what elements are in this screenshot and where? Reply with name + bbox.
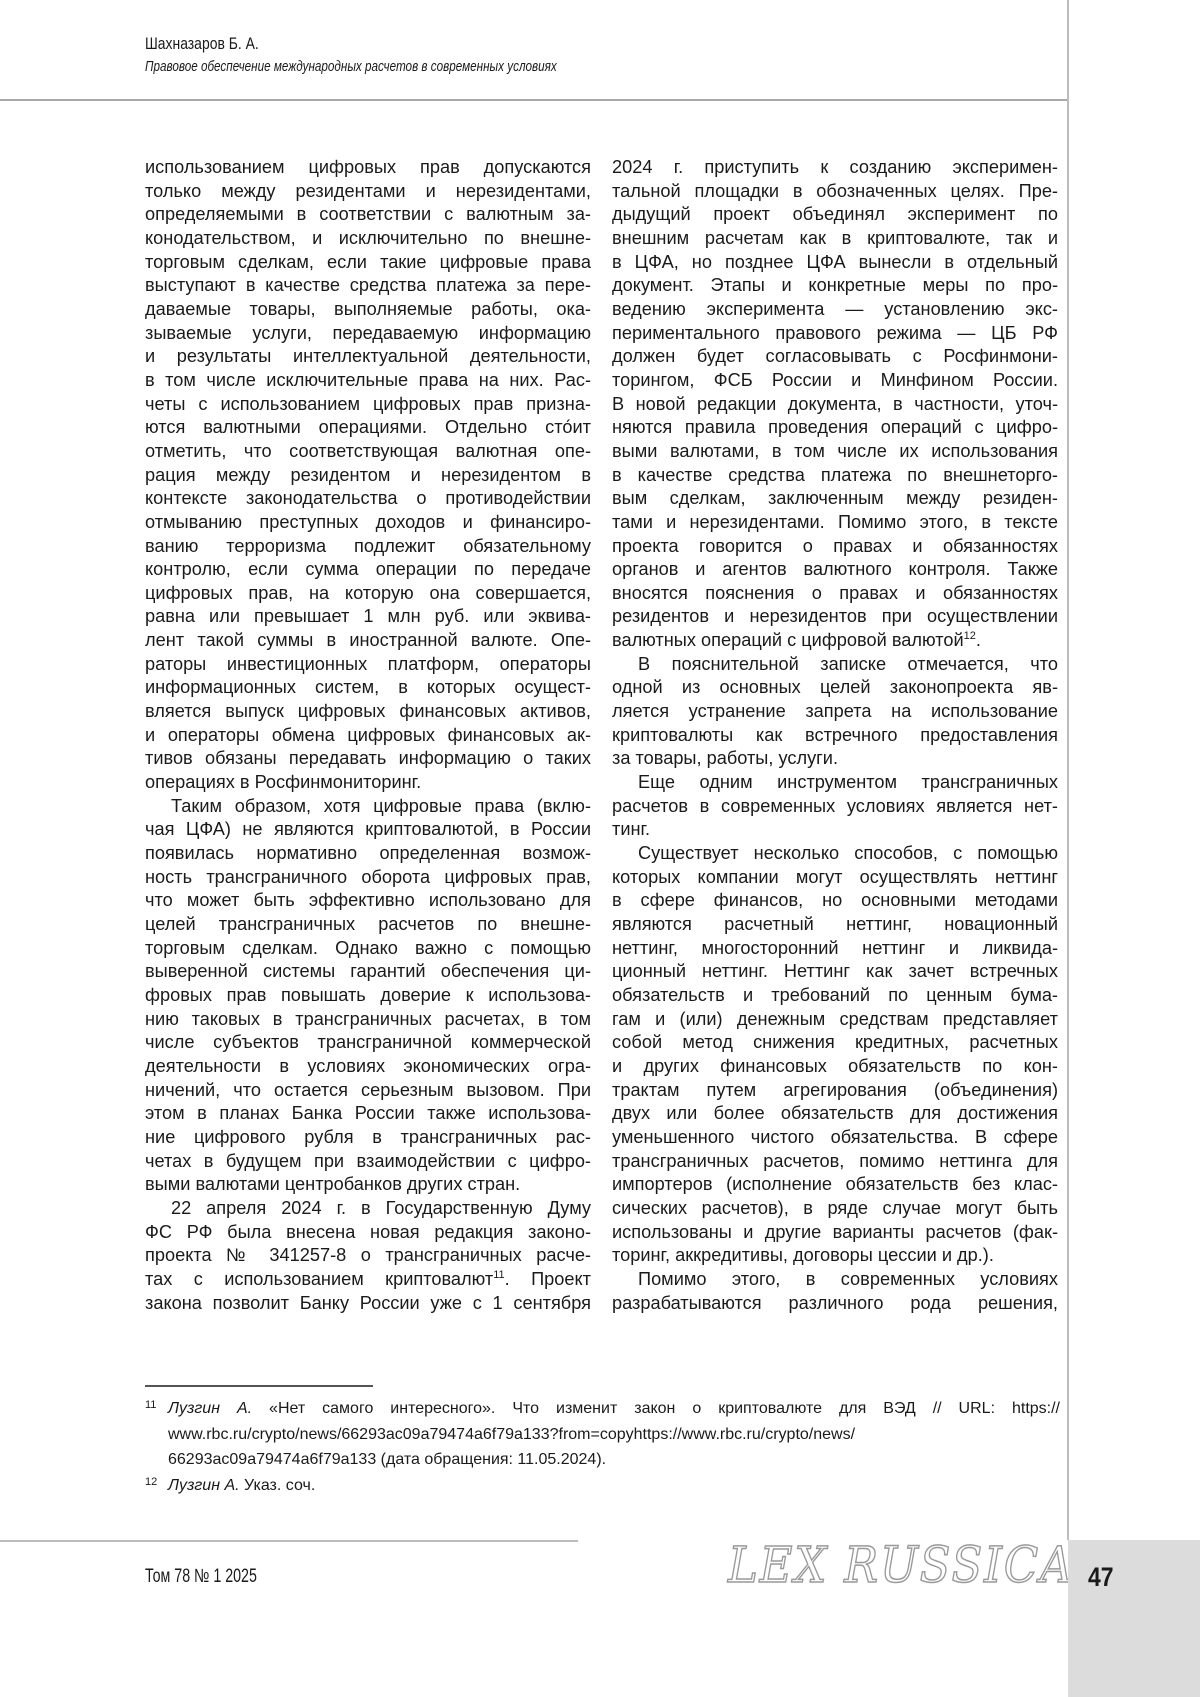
line-text: документ. Этапы и конкретные меры по про- xyxy=(612,275,1058,295)
line-text: фровых прав повышать доверие к использова- xyxy=(145,985,591,1005)
footnote-text: 66293ac09a79474a6f79a133 (дата обращения: 11.05.2024). xyxy=(168,1451,606,1468)
line-text: периментального правового режима — ЦБ РФ xyxy=(612,323,1058,343)
footnote-body xyxy=(168,1473,1060,1499)
text-column-left xyxy=(145,156,591,1315)
text-line xyxy=(145,511,591,535)
line-text: информационных систем, в которых осущест- xyxy=(145,677,591,697)
text-line xyxy=(612,937,1058,961)
line-text: двух или более обязательств для достижения xyxy=(612,1103,1058,1123)
running-head-author: Шахназаров Б. А. xyxy=(145,34,259,54)
footnote-line xyxy=(168,1396,1060,1422)
line-text: проекта № 341257-8 о трансграничных расче- xyxy=(145,1245,591,1265)
text-line xyxy=(612,842,1058,866)
text-line xyxy=(612,1292,1058,1316)
footer-divider xyxy=(0,1540,578,1542)
line-text: сических расчетов), в ряде случае могут быть xyxy=(612,1198,1058,1218)
text-line xyxy=(612,984,1058,1008)
line-text: числе субъектов трансграничной коммерческой xyxy=(145,1032,591,1052)
text-line xyxy=(145,369,591,393)
line-text: Существует несколько способов, с помощью xyxy=(638,843,1058,863)
text-line xyxy=(612,180,1058,204)
text-line xyxy=(145,818,591,842)
line-text: чая ЦФА) не являются криптовалютой, в России xyxy=(145,819,591,839)
text-line xyxy=(612,511,1058,535)
line-text: которых компании могут осуществлять неттинг xyxy=(612,867,1058,887)
line-text: за товары, работы, услуги. xyxy=(612,748,838,768)
line-text: Еще одним инструментом трансграничных xyxy=(638,772,1058,792)
footnote-author: Лузгин А. xyxy=(168,1477,240,1494)
footnote-text: Указ. соч. xyxy=(244,1477,315,1494)
text-line xyxy=(145,1197,591,1221)
text-line xyxy=(612,629,1058,653)
line-text: уменьшенного чистого обязательства. В сфере xyxy=(612,1127,1058,1147)
line-text: торговым сделкам. Однако важно с помощью xyxy=(145,938,591,958)
line-text: ность трансграничного оборота цифровых прав, xyxy=(145,867,591,887)
line-text: использованием цифровых прав допускаются xyxy=(145,157,591,177)
line-text: операциях в Росфинмониторинг. xyxy=(145,772,421,792)
line-text: няются правила проведения операций с цифро- xyxy=(612,417,1058,437)
line-text: разрабатываются различного рода решения, xyxy=(612,1293,1058,1313)
line-text: ничений, что остается серьезным вызовом. При xyxy=(145,1080,591,1100)
line-text: выступают в качестве средства платежа за пере- xyxy=(145,275,591,295)
page-number: 47 xyxy=(1088,1562,1114,1593)
line-text: ФС РФ была внесена новая редакция законо- xyxy=(145,1222,591,1242)
line-text: нию таковых в трансграничных расчетах, в том xyxy=(145,1009,591,1029)
margin-divider xyxy=(1067,0,1069,1540)
line-text: выми валютами центробанков других стран. xyxy=(145,1174,520,1194)
text-line xyxy=(612,535,1058,559)
line-text: и результаты интеллектуальной деятельности, xyxy=(145,346,591,366)
line-text: четы с использованием цифровых прав призна- xyxy=(145,394,591,414)
line-text: деятельности в условиях экономических огра- xyxy=(145,1056,591,1076)
text-line xyxy=(612,1031,1058,1055)
text-line xyxy=(145,724,591,748)
footnote-number: 11 xyxy=(145,1393,156,1419)
line-text: появилась нормативно определенная возмож- xyxy=(145,843,591,863)
text-line xyxy=(612,582,1058,606)
footnote-number: 12 xyxy=(145,1470,157,1496)
text-line xyxy=(612,1173,1058,1197)
text-line xyxy=(612,866,1058,890)
line-text: использованы и другие варианты расчетов (фак- xyxy=(612,1222,1058,1242)
text-line xyxy=(612,464,1058,488)
text-line xyxy=(612,1102,1058,1126)
text-line xyxy=(145,676,591,700)
text-line xyxy=(612,747,1058,771)
line-text: и операторы обмена цифровых финансовых ак- xyxy=(145,725,591,745)
text-line xyxy=(145,1244,591,1268)
line-text: являются расчетный неттинг, новационный xyxy=(612,914,1058,934)
text-line xyxy=(145,1102,591,1126)
text-line xyxy=(145,487,591,511)
text-line xyxy=(145,1173,591,1197)
text-line xyxy=(145,558,591,582)
text-line xyxy=(612,156,1058,180)
text-line xyxy=(612,1055,1058,1079)
line-text: В новой редакции документа, в частности, уточ- xyxy=(612,394,1058,414)
text-line xyxy=(612,724,1058,748)
line-text: криптовалюты как встречного предоставления xyxy=(612,725,1058,745)
line-text: гам и (или) денежным средствам представляет xyxy=(612,1009,1058,1029)
text-line xyxy=(145,960,591,984)
text-line xyxy=(612,203,1058,227)
journal-logo: LEX RUSSICA xyxy=(728,1536,1074,1594)
line-text: ведению эксперимента — установлению экс- xyxy=(612,299,1058,319)
line-text: вносятся пояснения о правах и обязанностях xyxy=(612,583,1058,603)
text-line xyxy=(612,1008,1058,1032)
line-text: обязательств и требований по ценным бума- xyxy=(612,985,1058,1005)
text-line xyxy=(145,322,591,346)
text-column-right xyxy=(612,156,1058,1315)
line-text: тами и нерезидентами. Помимо этого, в тексте xyxy=(612,512,1058,532)
line-text: контексте законодательства о противодействии xyxy=(145,488,591,508)
line-text: в том числе исключительные права на них. Рас- xyxy=(145,370,591,390)
line-text: внешним расчетам как в криптовалюте, так и xyxy=(612,228,1058,248)
line-text: торингом, ФСБ России и Минфином России. xyxy=(612,370,1058,390)
text-line xyxy=(612,345,1058,369)
line-text: вляется выпуск цифровых финансовых активов, xyxy=(145,701,591,721)
line-text: закона позволит Банку России уже с 1 сентября xyxy=(145,1293,591,1313)
text-line xyxy=(145,700,591,724)
line-text: что может быть эффективно использовано для xyxy=(145,890,591,910)
text-line xyxy=(612,1197,1058,1221)
text-line xyxy=(145,1268,591,1292)
footnote-line xyxy=(168,1447,1060,1473)
text-line xyxy=(145,274,591,298)
line-text: определяемыми в соответствии с валютным за- xyxy=(145,204,591,224)
text-line xyxy=(145,535,591,559)
text-line xyxy=(612,369,1058,393)
text-line xyxy=(145,771,591,795)
line-text: и других финансовых обязательств по кон- xyxy=(612,1056,1058,1076)
line-text: ционный неттинг. Неттинг как зачет встречных xyxy=(612,961,1058,981)
text-line xyxy=(145,629,591,653)
line-text: Помимо этого, в современных условиях xyxy=(638,1269,1058,1289)
text-line xyxy=(612,795,1058,819)
text-line xyxy=(612,251,1058,275)
line-text: органов и агентов валютного контроля. Также xyxy=(612,559,1058,579)
text-line xyxy=(145,1055,591,1079)
line-text: отметить, что соответствующая валютная опе- xyxy=(145,441,591,461)
line-text: в сфере финансов, но основными методами xyxy=(612,890,1058,910)
text-line xyxy=(612,1126,1058,1150)
footnote-line xyxy=(168,1422,1060,1448)
text-line xyxy=(145,795,591,819)
text-line xyxy=(145,984,591,1008)
text-line xyxy=(145,227,591,251)
text-line xyxy=(145,1008,591,1032)
line-text: этом в планах Банка России также использова- xyxy=(145,1103,591,1123)
text-line xyxy=(612,298,1058,322)
text-line xyxy=(145,582,591,606)
text-line xyxy=(145,747,591,771)
text-line xyxy=(145,440,591,464)
line-text: выверенной системы гарантий обеспечения ци- xyxy=(145,961,591,981)
line-text: цифровых прав, на которую она совершается, xyxy=(145,583,591,603)
text-line xyxy=(145,156,591,180)
text-line xyxy=(145,298,591,322)
line-text: рация между резидентом и нерезидентом в xyxy=(145,465,591,485)
footnote-line xyxy=(168,1473,1060,1499)
issue-info: Том 78 № 1 2025 xyxy=(145,1566,257,1588)
text-line xyxy=(612,227,1058,251)
text-line xyxy=(145,605,591,629)
line-text: вым сделкам, заключенным между резиден- xyxy=(612,488,1058,508)
line-text: одной из основных целей законопроекта яв- xyxy=(612,677,1058,697)
text-line xyxy=(612,558,1058,582)
text-line xyxy=(612,771,1058,795)
text-line xyxy=(612,818,1058,842)
text-line xyxy=(145,251,591,275)
line-text: выми валютами, в том числе их использования xyxy=(612,441,1058,461)
line-text-tail: . xyxy=(976,630,981,650)
line-text: 22 апреля 2024 г. в Государственную Думу xyxy=(171,1198,591,1218)
line-text: резидентов и нерезидентов при осуществлении xyxy=(612,606,1058,626)
text-line xyxy=(145,913,591,937)
line-text: целей трансграничных расчетов по внешне- xyxy=(145,914,591,934)
line-text-tail: . Проект xyxy=(505,1269,591,1289)
text-line xyxy=(612,440,1058,464)
text-line xyxy=(612,1150,1058,1174)
header-divider xyxy=(0,99,1068,101)
text-line xyxy=(145,937,591,961)
text-line xyxy=(612,416,1058,440)
line-text: торговым сделкам, если такие цифровые права xyxy=(145,252,591,272)
text-line xyxy=(612,1221,1058,1245)
line-text: Таким образом, хотя цифровые права (вклю- xyxy=(171,796,591,816)
text-line xyxy=(145,1221,591,1245)
line-text: ляется устранение запрета на использование xyxy=(612,701,1058,721)
line-text: должен будет согласовывать с Росфинмони- xyxy=(612,346,1058,366)
line-text: неттинг, многосторонний неттинг и ликвида- xyxy=(612,938,1058,958)
text-line xyxy=(145,464,591,488)
line-text: торинг, аккредитивы, договоры цессии и др.). xyxy=(612,1245,994,1265)
text-line xyxy=(145,1031,591,1055)
text-line xyxy=(612,889,1058,913)
text-line xyxy=(612,700,1058,724)
line-text: валютных операций с цифровой валютой xyxy=(612,630,964,650)
line-text: ются валютными операциями. Отдельно сто́ит xyxy=(145,417,591,437)
text-line xyxy=(145,203,591,227)
text-line xyxy=(612,274,1058,298)
footnote-ref: 12 xyxy=(964,630,976,642)
footnote-text: www.rbc.ru/crypto/news/66293ac09a79474a6f79a133?from=copyhttps://www.rbc.ru/crypto/news/ xyxy=(168,1426,855,1443)
text-line xyxy=(612,960,1058,984)
text-line xyxy=(612,1268,1058,1292)
footnote-author: Лузгин А. xyxy=(168,1400,252,1417)
line-text: конодательством, и исключительно по внешне- xyxy=(145,228,591,248)
line-text: тальной площадки в обозначенных целях. Пре- xyxy=(612,181,1058,201)
footnote-text: «Нет самого интересного». Что изменит закон о криптовалюте для ВЭД // URL: https:// xyxy=(269,1400,1060,1417)
text-line xyxy=(145,842,591,866)
line-text: раторы инвестиционных платформ, операторы xyxy=(145,654,591,674)
line-text: собой метод снижения кредитных, расчетных xyxy=(612,1032,1058,1052)
line-text: равна или превышает 1 млн руб. или эквива- xyxy=(145,606,591,626)
text-line xyxy=(612,1079,1058,1103)
line-text: тивов обязаны передавать информацию о таких xyxy=(145,748,591,768)
text-line xyxy=(612,605,1058,629)
line-text: импортеров (исполнение обязательств без клас- xyxy=(612,1174,1058,1194)
text-line xyxy=(612,393,1058,417)
text-line xyxy=(145,1150,591,1174)
line-text: трактам путем агрегирования (объединения) xyxy=(612,1080,1058,1100)
text-line xyxy=(145,889,591,913)
line-text: 2024 г. приступить к созданию эксперимен- xyxy=(612,157,1058,177)
text-line xyxy=(145,1126,591,1150)
text-line xyxy=(145,416,591,440)
line-text: отмыванию преступных доходов и финансиро- xyxy=(145,512,591,532)
text-line xyxy=(612,487,1058,511)
line-text: трансграничных расчетов, помимо неттинга для xyxy=(612,1151,1058,1171)
text-line xyxy=(145,393,591,417)
footnote-body xyxy=(168,1396,1060,1473)
text-line xyxy=(612,1244,1058,1268)
line-text: дыдущий проект объединял эксперимент по xyxy=(612,204,1058,224)
text-line xyxy=(145,1079,591,1103)
line-text: проекта говорится о правах и обязанностях xyxy=(612,536,1058,556)
footnote-11 xyxy=(145,1396,1060,1473)
text-line xyxy=(612,913,1058,937)
line-text: ванию терроризма подлежит обязательному xyxy=(145,536,591,556)
footnote-12 xyxy=(145,1473,1060,1499)
line-text: даваемые товары, выполняемые работы, ока- xyxy=(145,299,591,319)
text-line xyxy=(145,345,591,369)
text-line xyxy=(145,1292,591,1316)
line-text: четах в будущем при взаимодействии с цифро- xyxy=(145,1151,591,1171)
running-head-title: Правовое обеспечение международных расчетов в современных условиях xyxy=(145,58,557,75)
text-line xyxy=(612,676,1058,700)
line-text: лент такой суммы в иностранной валюте. Опе- xyxy=(145,630,591,650)
line-text: тах с использованием криптовалют xyxy=(145,1269,493,1289)
line-text: В пояснительной записке отмечается, что xyxy=(638,654,1058,674)
text-line xyxy=(612,653,1058,677)
line-text: в качестве средства платежа по внешнеторго- xyxy=(612,465,1058,485)
line-text: ние цифрового рубля в трансграничных рас- xyxy=(145,1127,591,1147)
text-line xyxy=(612,322,1058,346)
line-text: тинг. xyxy=(612,819,650,839)
line-text: расчетов в современных условиях является нет- xyxy=(612,796,1058,816)
text-line xyxy=(145,180,591,204)
footnote-ref: 11 xyxy=(493,1269,504,1281)
text-line xyxy=(145,866,591,890)
line-text: контролю, если сумма операции по передаче xyxy=(145,559,591,579)
text-line xyxy=(145,653,591,677)
line-text: в ЦФА, но позднее ЦФА вынесли в отдельный xyxy=(612,252,1058,272)
line-text: только между резидентами и нерезидентами, xyxy=(145,181,591,201)
line-text: зываемые услуги, передаваемую информацию xyxy=(145,323,591,343)
footnote-rule xyxy=(145,1385,373,1387)
